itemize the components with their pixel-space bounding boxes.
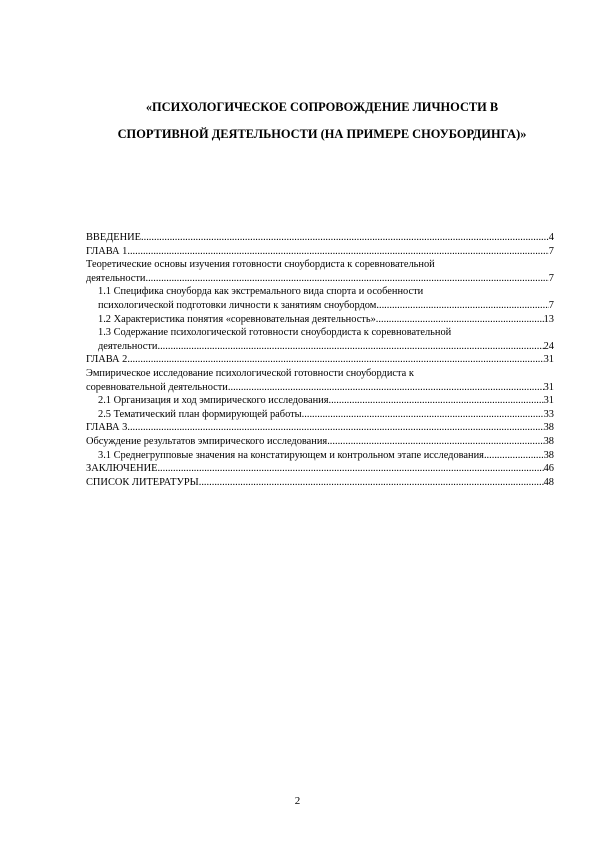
toc-leader-dots (328, 394, 543, 408)
toc-entry[interactable] (86, 231, 554, 245)
toc-leader-dots (327, 435, 543, 449)
toc-page-number: 38 (543, 422, 554, 434)
toc-entry[interactable] (86, 449, 554, 463)
toc-leader-dots (145, 272, 548, 286)
toc-entry-title: СПИСОК ЛИТЕРАТУРЫ (86, 476, 199, 488)
toc-entry[interactable] (86, 353, 554, 367)
toc-entry-title: деятельности (86, 272, 146, 284)
toc-entry[interactable] (86, 421, 554, 435)
toc-leader-dots (141, 231, 549, 245)
toc-entry[interactable] (86, 394, 554, 408)
toc-entry-title-start: 1.3 Содержание психологической готовности сноубордиста к соревновательной (98, 327, 452, 339)
table-of-contents (86, 231, 554, 489)
toc-leader-dots (157, 340, 543, 354)
toc-page-number: 31 (543, 381, 554, 393)
toc-leader-dots (484, 449, 544, 463)
toc-entry-title: психологической подготовки личности к занятиям сноубордом (98, 299, 377, 311)
toc-entry-title: ГЛАВА 3 (86, 422, 128, 434)
toc-leader-dots (127, 421, 543, 435)
toc-entry-title: ЗАКЛЮЧЕНИЕ (86, 463, 158, 475)
toc-entry[interactable] (86, 435, 554, 449)
toc-page-number: 48 (543, 476, 554, 488)
toc-page-number: 7 (548, 299, 554, 311)
toc-entry[interactable] (86, 245, 554, 259)
toc-entry-title: 2.5 Тематический план формирующей работы (98, 408, 302, 420)
toc-entry[interactable] (86, 476, 554, 490)
toc-entry-title-start: Эмпирическое исследование психологической готовности сноубордиста к (86, 367, 414, 379)
toc-page-number: 24 (543, 340, 554, 352)
toc-leader-dots (302, 408, 544, 422)
toc-page-number: 38 (543, 449, 554, 461)
toc-page-number: 46 (543, 463, 554, 475)
toc-entry-title: соревновательной деятельности (86, 381, 228, 393)
toc-leader-dots (376, 313, 544, 327)
toc-entry[interactable] (86, 258, 554, 285)
document-title-line-2: СПОРТИВНОЙ ДЕЯТЕЛЬНОСТИ (НА ПРИМЕРЕ СНОУБОРДИНГА)» (117, 127, 527, 141)
toc-page-number: 13 (543, 313, 554, 325)
toc-page-number: 7 (548, 245, 554, 257)
toc-page-number: 33 (543, 408, 554, 420)
toc-entry-title-start: 1.1 Специфика сноуборда как экстремального вида спорта и особенности (98, 286, 424, 298)
toc-entry[interactable] (86, 367, 554, 394)
toc-entry[interactable] (86, 313, 554, 327)
toc-leader-dots (127, 353, 543, 367)
toc-entry-title-start: Теоретические основы изучения готовности сноубордиста к соревновательной (86, 259, 435, 271)
page-number: 2 (294, 795, 301, 807)
toc-leader-dots (199, 476, 544, 490)
toc-entry-title: 2.1 Организация и ход эмпирического исследования (98, 395, 329, 407)
document-title-line-1: «ПСИХОЛОГИЧЕСКОЕ СОПРОВОЖДЕНИЕ ЛИЧНОСТИ В (145, 100, 499, 114)
toc-entry[interactable] (86, 326, 554, 353)
toc-entry-title: Обсуждение результатов эмпирического исследования (86, 435, 328, 447)
toc-leader-dots (228, 381, 544, 395)
toc-page-number: 31 (543, 354, 554, 366)
toc-entry-title: деятельности (98, 340, 158, 352)
toc-entry[interactable] (86, 408, 554, 422)
toc-leader-dots (376, 299, 548, 313)
toc-page-number: 38 (543, 435, 554, 447)
toc-entry[interactable] (86, 285, 554, 312)
toc-entry-title: 1.2 Характеристика понятия «соревновательная деятельность» (98, 313, 376, 325)
toc-page-number: 4 (548, 232, 554, 243)
toc-entry-title: 3.1 Среднегрупповые значения на констатирующем и контрольном этапе исследования (98, 449, 484, 461)
toc-leader-dots (127, 245, 548, 259)
toc-entry-title: ГЛАВА 1 (86, 245, 128, 257)
toc-entry-title: ВВЕДЕНИЕ (86, 232, 141, 243)
toc-leader-dots (157, 462, 543, 476)
toc-entry[interactable] (86, 462, 554, 476)
toc-entry-title: ГЛАВА 2 (86, 354, 128, 366)
toc-page-number: 31 (543, 395, 554, 407)
toc-page-number: 7 (548, 272, 554, 284)
